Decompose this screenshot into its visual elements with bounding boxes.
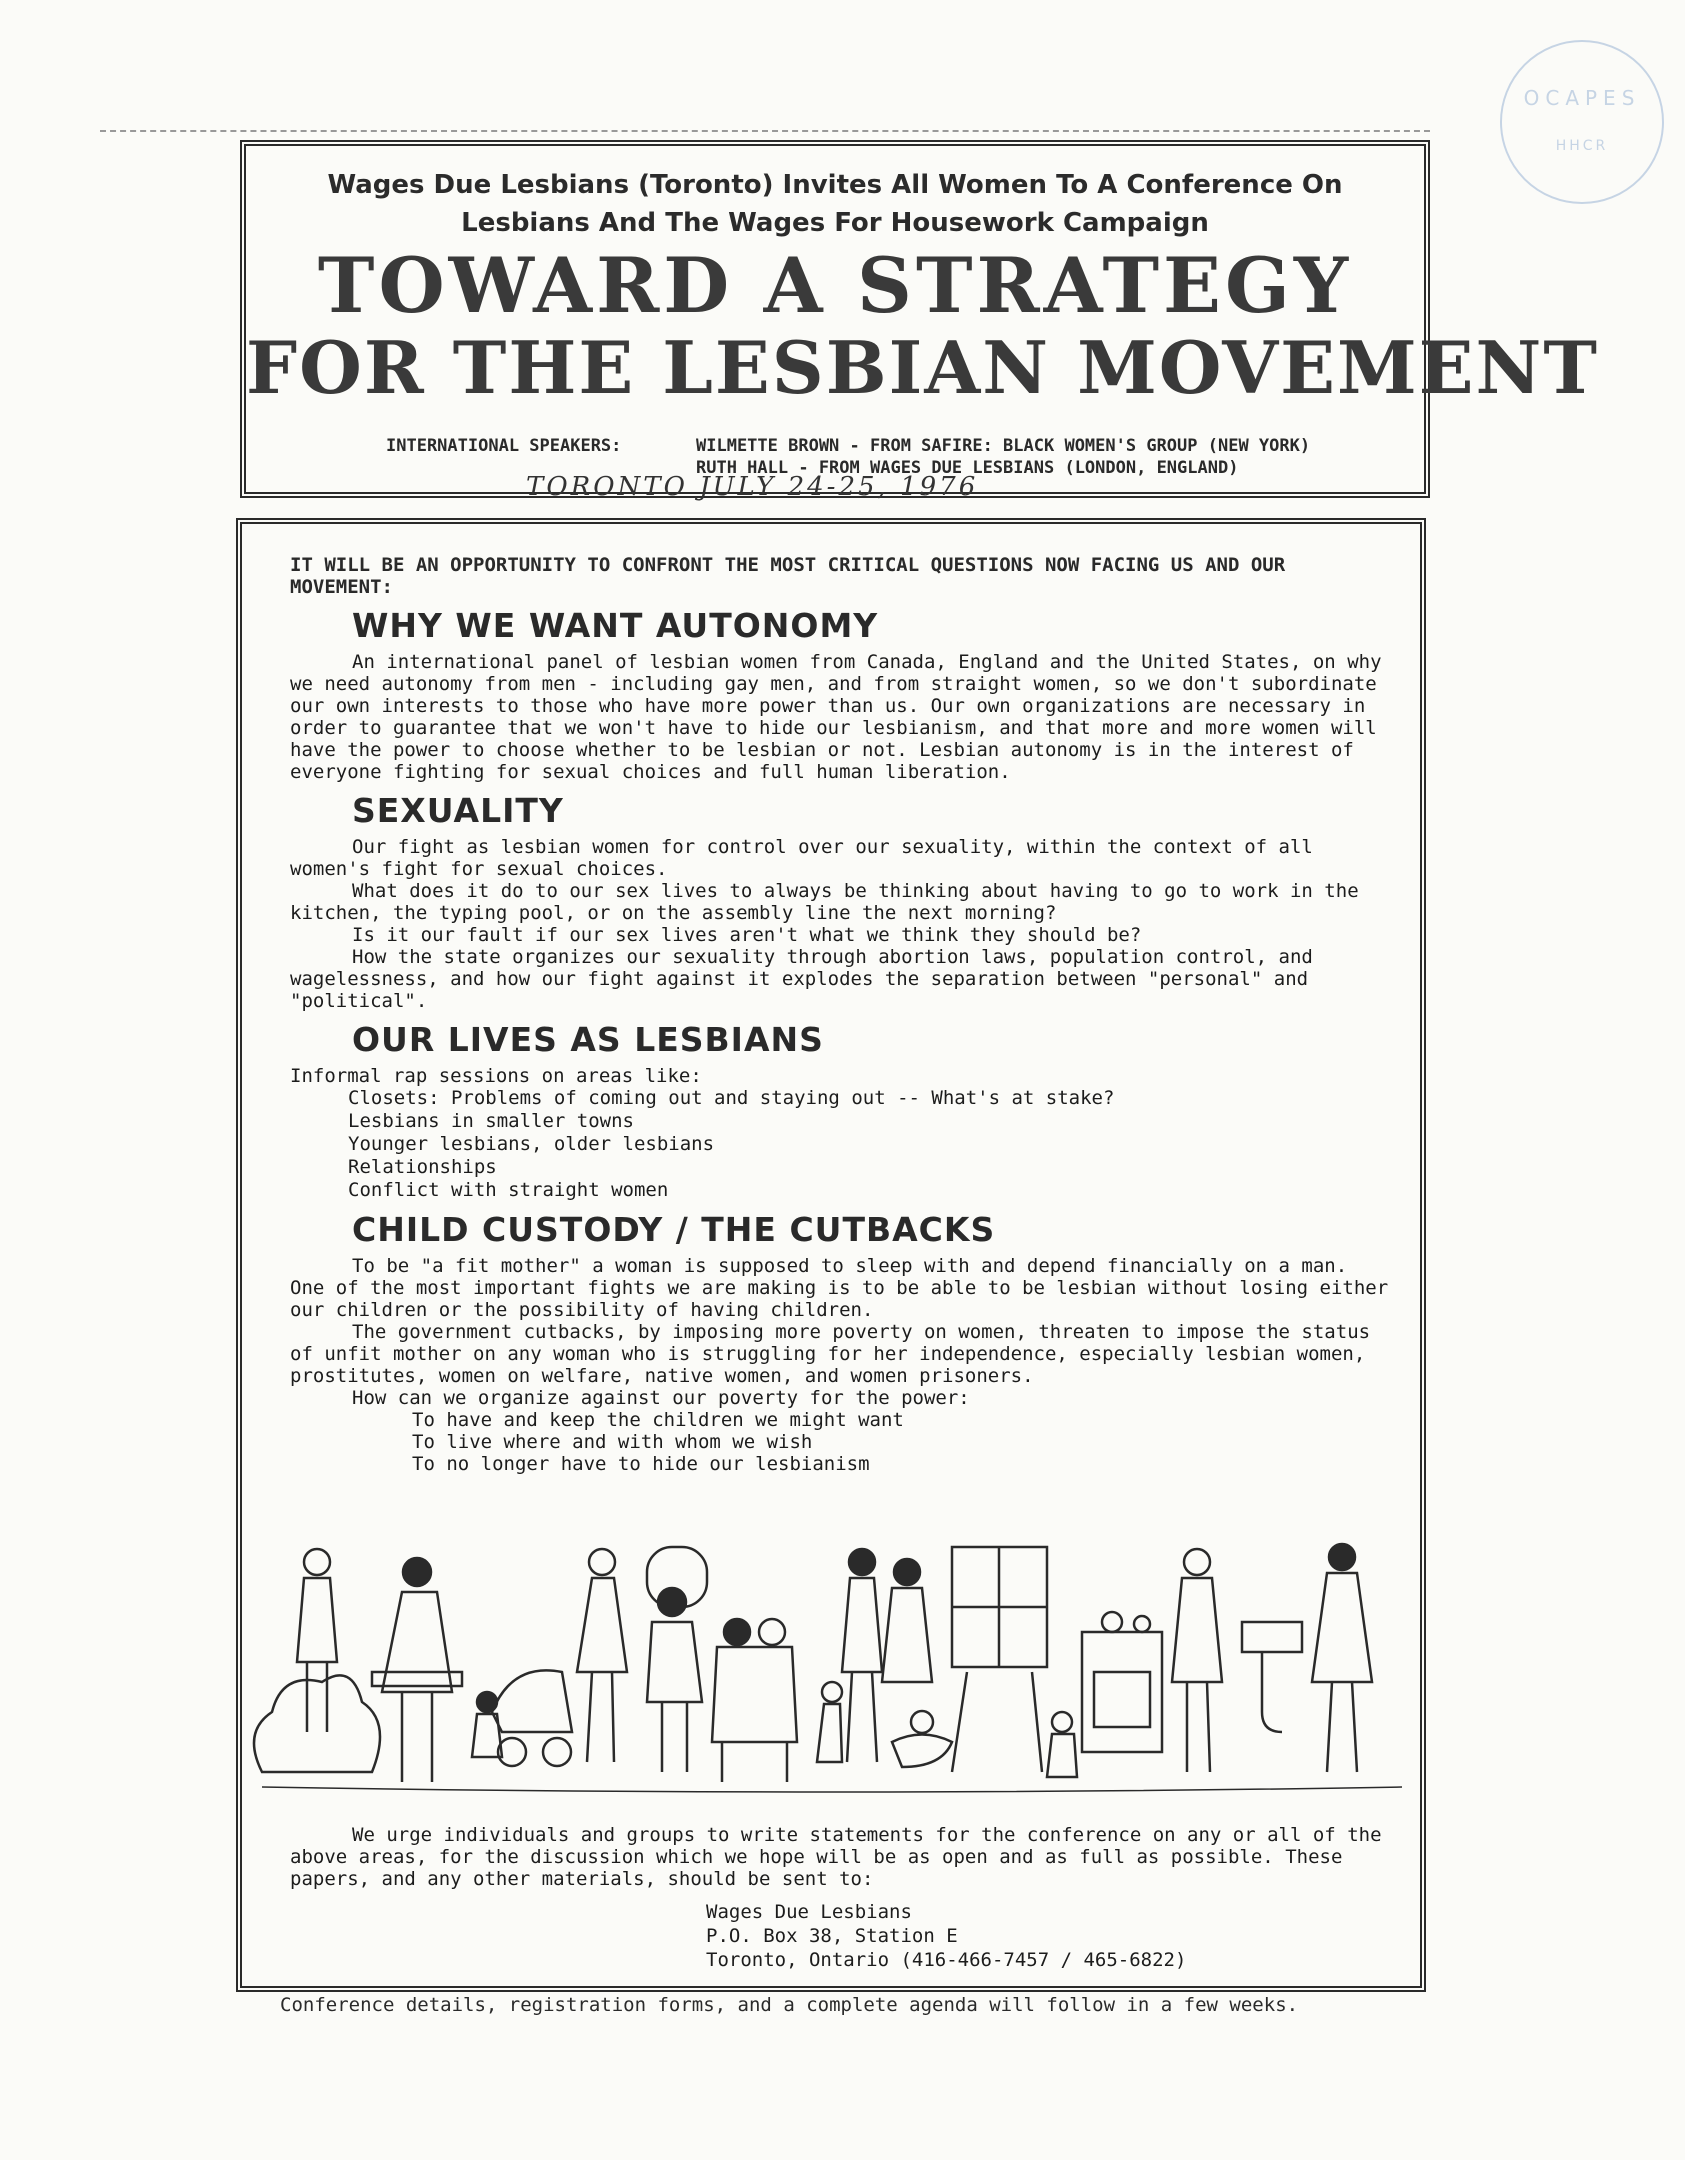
mailing-address xyxy=(706,1900,1390,1972)
bush-icon xyxy=(254,1675,380,1772)
stamp-text-top: OCAPES xyxy=(1523,86,1641,110)
list-item: Younger lesbians, older lesbians xyxy=(348,1133,715,1155)
closing-text: We urge individuals and groups to write statements for the conference on any or all of the above areas, for the discussion which we hope will be as open and as full as possible. These papers, and any other materials, should be sent to: xyxy=(290,1824,1382,1890)
lives-list xyxy=(348,1087,1390,1202)
custody-list xyxy=(412,1409,1390,1475)
heading-custody: CHILD CUSTODY / THE CUTBACKS xyxy=(352,1210,996,1249)
lives-lead: Informal rap sessions on areas like: xyxy=(290,1065,702,1087)
intro-text: IT WILL BE AN OPPORTUNITY TO CONFRONT THE MOST CRITICAL QUESTIONS NOW FACING US AND OUR MOVEMENT: xyxy=(290,554,1286,598)
custody-p2: The government cutbacks, by imposing more poverty on women, threaten to impose the status of unfit mother on any woman who is struggling for her independence, especially lesbian women, prostitutes, women on welfare, native women, and women prisoners. xyxy=(290,1321,1371,1387)
speakers-label: INTERNATIONAL SPEAKERS: xyxy=(386,436,622,456)
page-top-rule xyxy=(100,130,1430,132)
closing-section xyxy=(290,1824,1390,1972)
invite-line-2: Lesbians And The Wages For Housework Campaign xyxy=(461,208,1209,238)
custody-p3: How can we organize against our poverty for the power: xyxy=(352,1387,970,1409)
heading-sexuality: SEXUALITY xyxy=(352,791,564,830)
list-item: Closets: Problems of coming out and staying out -- What's at stake? xyxy=(348,1087,1115,1109)
address-line-2: P.O. Box 38, Station E xyxy=(706,1925,958,1947)
sexuality-p2: What does it do to our sex lives to always be thinking about having to go to work in the kitchen, the typing pool, or on the assembly line the next morning? xyxy=(290,880,1359,924)
handwritten-date: TORONTO JULY 24-25, 1976 xyxy=(526,472,979,502)
list-item: Conflict with straight women xyxy=(348,1179,669,1201)
sexuality-p3: Is it our fault if our sex lives aren't what we think they should be? xyxy=(352,924,1142,946)
address-line-3: Toronto, Ontario (416-466-7457 / 465-6822) xyxy=(706,1949,1187,1971)
address-line-1: Wages Due Lesbians xyxy=(706,1901,912,1923)
illustration-women-and-children xyxy=(242,1542,1420,1802)
body-box xyxy=(236,518,1426,1992)
body-content xyxy=(290,554,1390,1475)
custody-p1: To be "a fit mother" a woman is supposed to sleep with and depend financially on a man. One of the most important fights we are making is to be able to be lesbian without losing either our children or the possibility of having children. xyxy=(290,1255,1389,1321)
title-line-1: TOWARD A STRATEGY xyxy=(317,241,1353,330)
list-item: Relationships xyxy=(348,1156,497,1178)
speaker-1: WILMETTE BROWN - FROM SAFIRE: BLACK WOMEN'S GROUP (NEW YORK) xyxy=(696,436,1311,456)
title-line-2: FOR THE LESBIAN MOVEMENT xyxy=(246,325,1599,410)
invite-line-1: Wages Due Lesbians (Toronto) Invites All Women To A Conference On xyxy=(327,170,1343,200)
speaker-2: RUTH HALL - FROM WAGES DUE LESBIANS (LONDON, ENGLAND) xyxy=(696,458,1239,478)
autonomy-text: An international panel of lesbian women from Canada, England and the United States, on why we need autonomy from men - including gay men, and from straight women, so we don't subordinate our own interests to those who have more power than us. Our own organizations are necessary in order to guarantee that we won't have to hide our lesbianism, and that more and more women will have the power to choose whether to be lesbian or not. Lesbian autonomy is in the interest of everyone fighting for sexual choices and full human liberation. xyxy=(290,651,1382,783)
heading-lives: OUR LIVES AS LESBIANS xyxy=(352,1020,824,1059)
sexuality-p4: How the state organizes our sexuality through abortion laws, population control, and wagelessness, and how our fight against it explodes the separation between "personal" and "political". xyxy=(290,946,1313,1012)
list-item: To live where and with whom we wish xyxy=(412,1431,813,1453)
heading-autonomy: WHY WE WANT AUTONOMY xyxy=(352,606,879,645)
archive-stamp xyxy=(1500,40,1664,204)
list-item: Lesbians in smaller towns xyxy=(348,1110,634,1132)
stamp-text-bottom: HHCR xyxy=(1555,138,1609,154)
footer-note: Conference details, registration forms, and a complete agenda will follow in a few weeks. xyxy=(280,1994,1299,2016)
sexuality-p1: Our fight as lesbian women for control over our sexuality, within the context of all women's fight for sexual choices. xyxy=(290,836,1313,880)
list-item: To no longer have to hide our lesbianism xyxy=(412,1453,870,1475)
list-item: To have and keep the children we might want xyxy=(412,1409,904,1431)
